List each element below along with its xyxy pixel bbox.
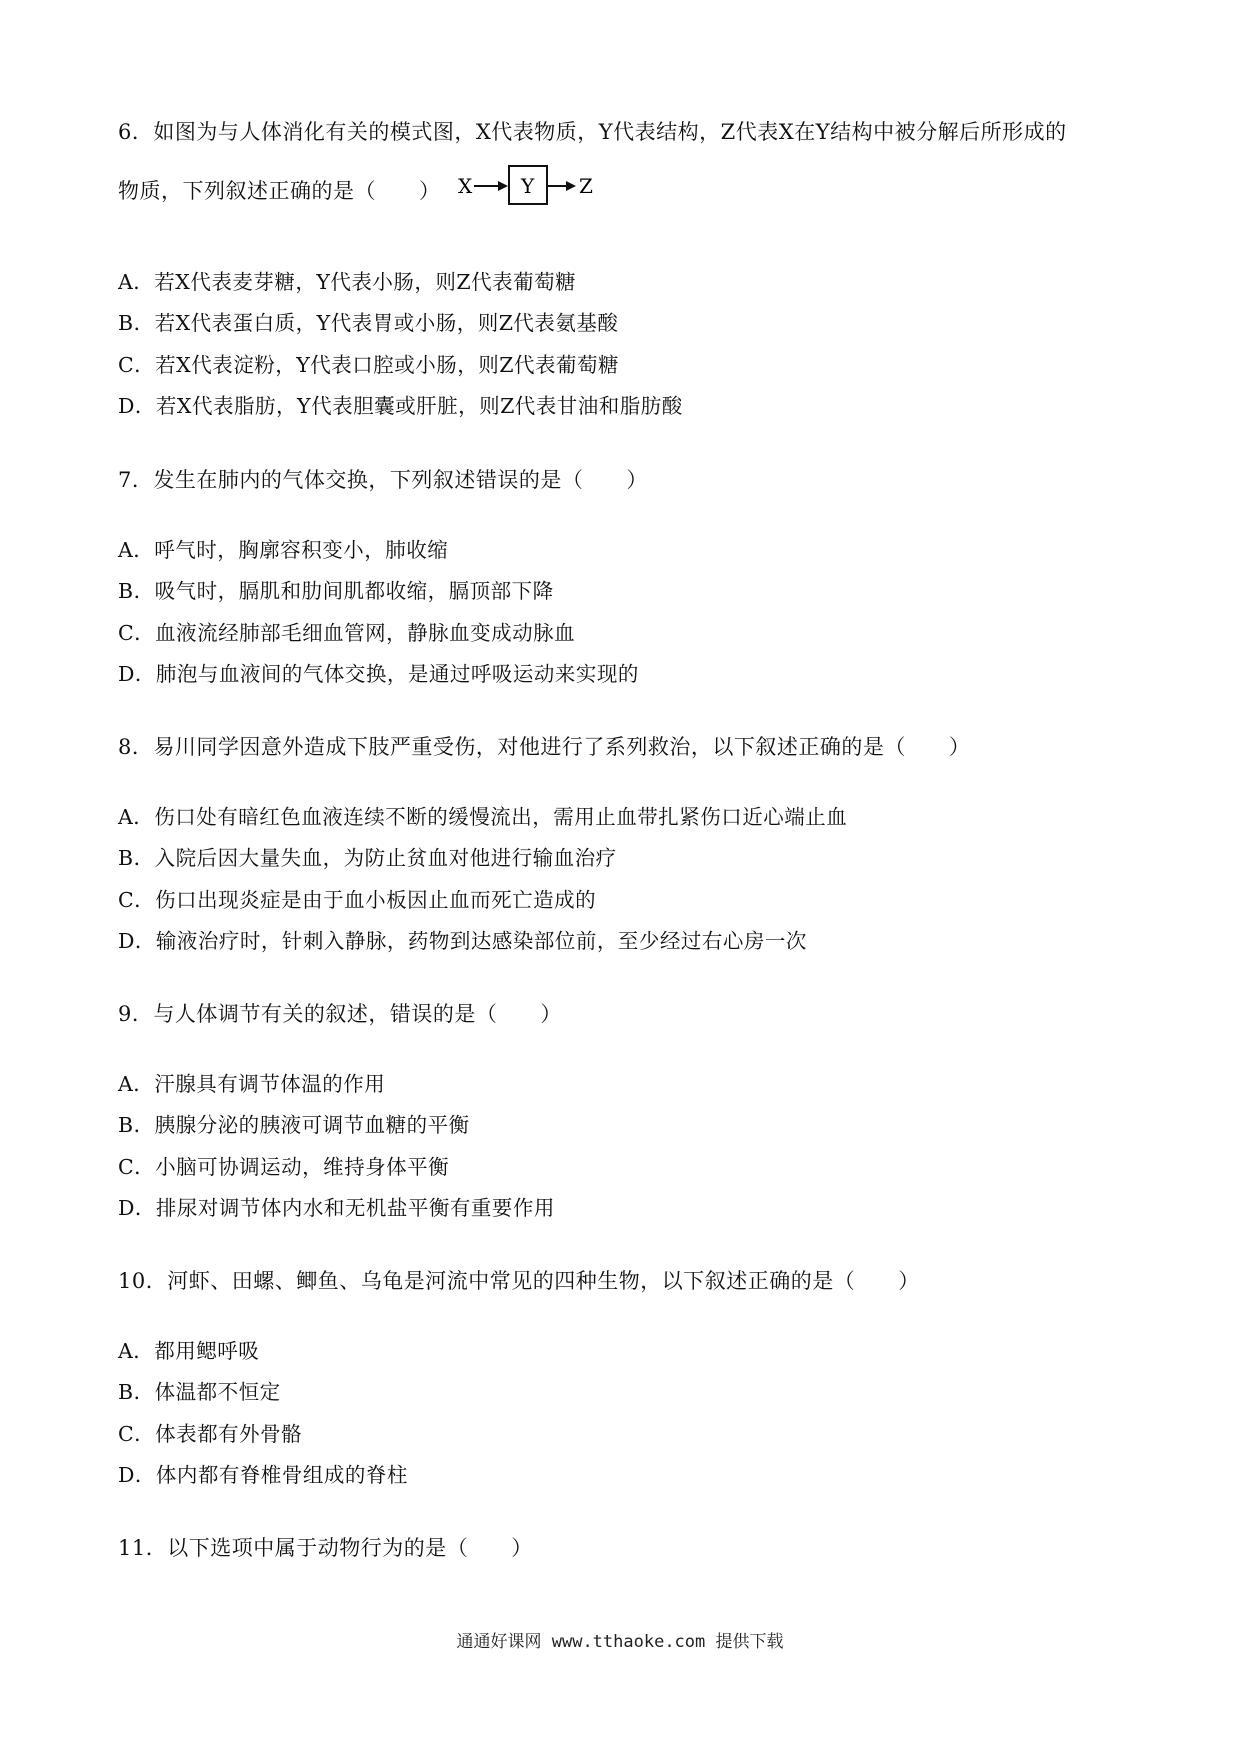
- question-6-stem-line1: 6．如图为与人体消化有关的模式图，X代表物质，Y代表结构，Z代表X在Y结构中被分解后所形成的: [118, 120, 1067, 144]
- diagram-arrowhead-2: [566, 181, 576, 191]
- diagram-x-label: X: [458, 174, 473, 198]
- question-10-option-c: C．体表都有外骨骼: [118, 1422, 303, 1446]
- question-10-stem: 10．河虾、田螺、鲫鱼、乌龟是河流中常见的四种生物，以下叙述正确的是（ ）: [118, 1269, 920, 1293]
- question-10-option-d: D．体内都有脊椎骨组成的脊柱: [118, 1463, 408, 1487]
- question-8-option-c: C．伤口出现炎症是由于血小板因止血而死亡造成的: [118, 888, 597, 912]
- question-6-option-b: B．若X代表蛋白质，Y代表胃或小肠，则Z代表氨基酸: [118, 311, 619, 335]
- question-9-option-d: D．排尿对调节体内水和无机盐平衡有重要作用: [118, 1196, 555, 1220]
- digestion-diagram: [458, 160, 608, 212]
- question-8-option-d: D．输液治疗时，针刺入静脉，药物到达感染部位前，至少经过右心房一次: [118, 929, 807, 953]
- question-8-option-a: A．伤口处有暗红色血液连续不断的缓慢流出，需用止血带扎紧伤口近心端止血: [118, 805, 848, 829]
- question-9-option-a: A．汗腺具有调节体温的作用: [118, 1072, 386, 1096]
- diagram-z-label: Z: [579, 174, 593, 198]
- question-6-option-a: A．若X代表麦芽糖，Y代表小肠，则Z代表葡萄糖: [118, 270, 577, 294]
- question-7-option-c: C．血液流经肺部毛细血管网，静脉血变成动脉血: [118, 621, 576, 645]
- question-6-option-c: C．若X代表淀粉，Y代表口腔或小肠，则Z代表葡萄糖: [118, 353, 620, 377]
- question-9-option-b: B．胰腺分泌的胰液可调节血糖的平衡: [118, 1113, 470, 1137]
- question-7-option-a: A．呼气时，胸廓容积变小，肺收缩: [118, 538, 449, 562]
- question-10-option-a: A．都用鳃呼吸: [118, 1339, 260, 1363]
- page-footer: 通通好课网 www.tthaoke.com 提供下载: [456, 1632, 784, 1652]
- question-7-stem: 7．发生在肺内的气体交换，下列叙述错误的是（ ）: [118, 468, 648, 492]
- question-10-option-b: B．体温都不恒定: [118, 1380, 281, 1404]
- question-11-stem: 11．以下选项中属于动物行为的是（ ）: [118, 1536, 533, 1560]
- question-8-option-b: B．入院后因大量失血，为防止贫血对他进行输血治疗: [118, 846, 617, 870]
- question-9-option-c: C．小脑可协调运动，维持身体平衡: [118, 1155, 450, 1179]
- diagram-y-label: Y: [521, 174, 535, 198]
- diagram-arrowhead-1: [498, 181, 508, 191]
- question-8-stem: 8．易川同学因意外造成下肢严重受伤，对他进行了系列救治，以下叙述正确的是（ ）: [118, 735, 971, 759]
- question-6-stem-line2: 物质，下列叙述正确的是（ ）: [118, 179, 441, 203]
- question-9-stem: 9．与人体调节有关的叙述，错误的是（ ）: [118, 1002, 562, 1026]
- question-7-option-d: D．肺泡与血液间的气体交换，是通过呼吸运动来实现的: [118, 662, 639, 686]
- question-7-option-b: B．吸气时，膈肌和肋间肌都收缩，膈顶部下降: [118, 579, 554, 603]
- question-6-option-d: D．若X代表脂肪，Y代表胆囊或肝脏，则Z代表甘油和脂肪酸: [118, 394, 683, 418]
